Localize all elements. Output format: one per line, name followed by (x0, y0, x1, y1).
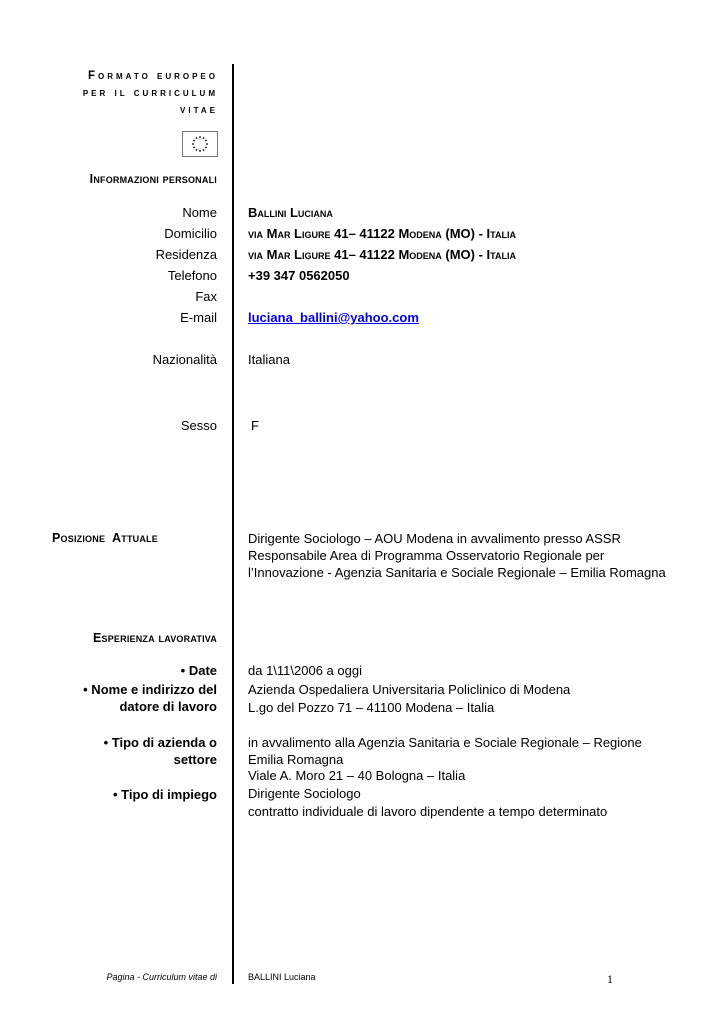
label-residenza: Residenza (155, 247, 217, 262)
value-nazionalita: Italiana (248, 352, 290, 367)
section-title-current-position: Posizione Attuale (52, 531, 158, 545)
label-email: E-mail (180, 310, 217, 325)
value-residenza: via Mar Ligure 41– 41122 Modena (MO) - Italia (248, 247, 516, 262)
section-title-experience: Esperienza lavorativa (92, 631, 217, 645)
value-sector-line-2: Viale A. Moro 21 – 40 Bologna – Italia (248, 768, 466, 783)
label-sesso: Sesso (180, 418, 217, 433)
value-sector-line-1: in avvalimento alla Agenzia Sanitaria e Sociale Regionale – Regione Emilia Romagna (248, 735, 642, 767)
cv-title-line-1: Formato europeo (87, 70, 218, 82)
value-employer-name: Azienda Ospedaliera Universitaria Policlinico di Modena (248, 682, 571, 697)
value-job-type-line-2: contratto individuale di lavoro dipendente a tempo determinato (248, 804, 608, 819)
eu-flag-icon (182, 131, 218, 157)
value-employer-address: L.go del Pozzo 71 – 41100 Modena – Italia (248, 700, 495, 715)
value-job-type-line-1: Dirigente Sociologo (248, 786, 361, 801)
value-domicilio: via Mar Ligure 41– 41122 Modena (MO) - Italia (248, 226, 516, 241)
value-date: da 1\11\2006 a oggi (248, 663, 362, 678)
footer-name: BALLINI Luciana (248, 972, 316, 982)
footer-page-label: Pagina - Curriculum vitae di (106, 972, 217, 982)
label-nazionalita: Nazionalità (152, 352, 217, 367)
label-employer: • Nome e indirizzo del datore di lavoro (83, 682, 217, 714)
email-link[interactable]: luciana_ballini@yahoo.com (248, 310, 419, 325)
label-date: • Date (180, 663, 217, 678)
value-sesso: F (251, 418, 259, 433)
section-title-personal: Informazioni personali (89, 172, 217, 186)
label-nome: Nome (182, 205, 217, 220)
label-job-type: • Tipo di impiego (113, 787, 217, 802)
label-domicilio: Domicilio (164, 226, 217, 241)
current-position-line-2: Responsabile Area di Programma Osservatorio Regionale per l’Innovazione - Agenzia Sanitaria e Sociale Regionale – Emilia Romagna (248, 548, 666, 580)
label-fax: Fax (195, 289, 217, 304)
vertical-divider (232, 64, 234, 984)
current-position-line-1: Dirigente Sociologo – AOU Modena in avvalimento presso ASSR (248, 531, 621, 546)
label-telefono: Telefono (167, 268, 217, 283)
label-sector: • Tipo di azienda o settore (103, 735, 217, 767)
cv-title-line-2: per il curriculum (82, 87, 218, 99)
value-telefono: +39 347 0562050 (248, 268, 350, 283)
value-nome: Ballini Luciana (248, 205, 333, 220)
cv-title-line-3: vitae (180, 104, 218, 116)
page-number: 1 (607, 972, 613, 986)
